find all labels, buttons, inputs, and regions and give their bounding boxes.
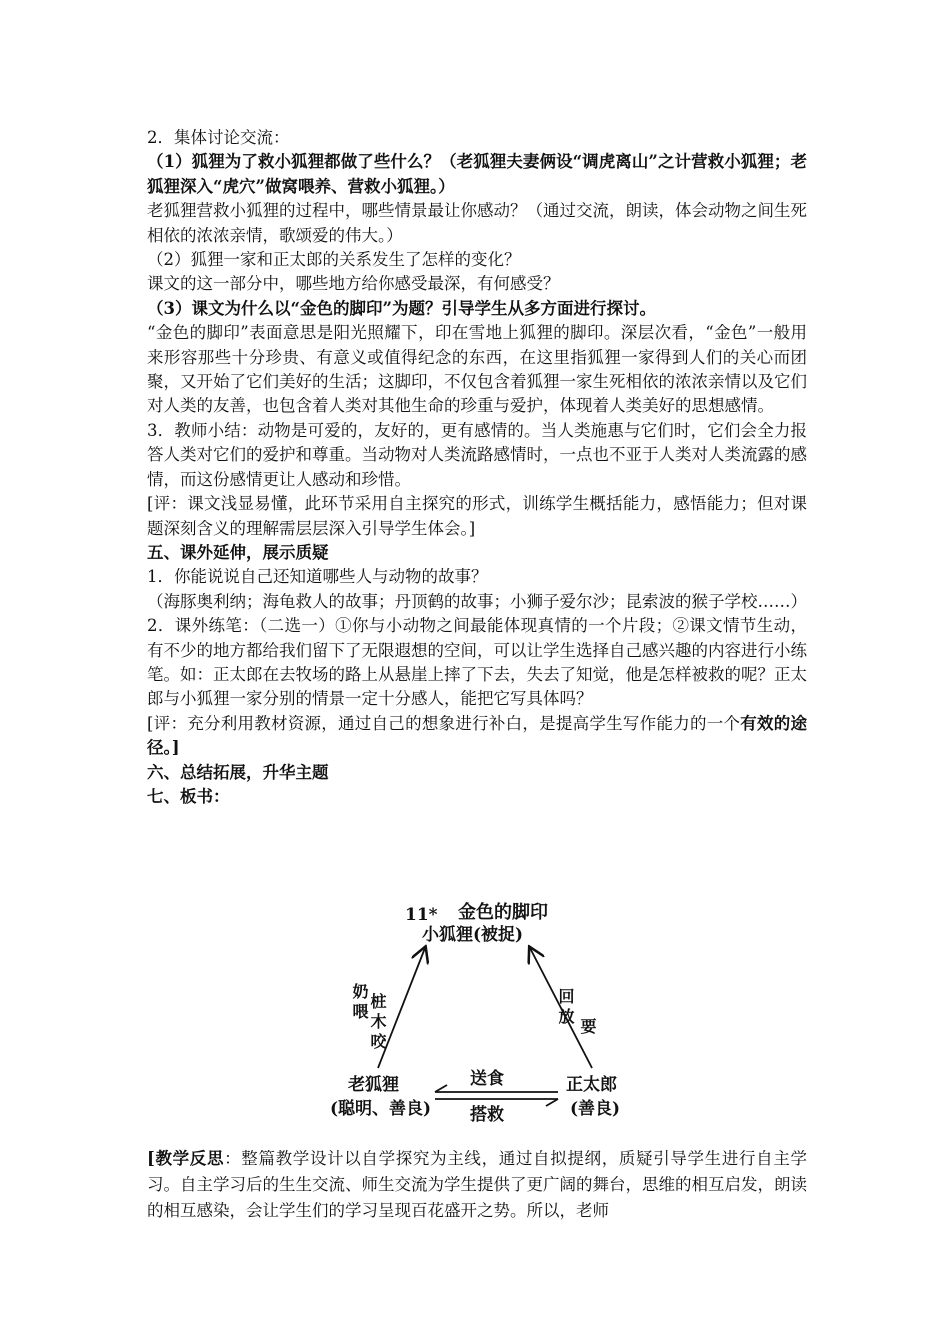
paragraph: （海豚奥利纳；海龟救人的故事；丹顶鹤的故事；小狮子爱尔沙；昆索波的猴子学校……） [147, 591, 807, 611]
comment [147, 712, 807, 761]
board-title-number: 11* [405, 905, 438, 925]
reflection-text: ：整篇教学设计以自学探究为主线，通过自拟提纲，质疑引导学生进行自主学习。自主学习后的生生交流、师生交流为学生提供了更广阔的舞台，思维的相互启发，朗读的相互感染，会让学生们的学习呈现百花盛开之势。所以，老师 [147, 1149, 807, 1220]
document-body [147, 126, 807, 809]
right-label-col2: 要 [578, 1018, 597, 1038]
right-node: 正太郎 [566, 1075, 617, 1095]
middle-arrow-head-left [435, 1085, 447, 1092]
question-3: （3）课文为什么以“金色的脚印”为题？引导学生从多方面进行探讨。 [147, 298, 656, 318]
item-2: 2．课外练笔：（二选一）①你与小动物之间最能体现真情的一个片段；②课文情节生动，有不少的地方都给我们留下了无限遐想的空间，可以让学生选择自己感兴趣的内容进行小练笔。如：正太郎在去牧场的路上从悬崖上摔了下去，失去了知觉，他是怎样被救的呢？正太郎与小狐狸一家分别的情景一定十分感人，能把它写具体吗？ [147, 616, 807, 709]
blackboard-diagram [330, 893, 630, 1133]
teaching-reflection [147, 1146, 807, 1224]
paragraph: 课文的这一部分中，哪些地方给你感受最深，有何感受？ [147, 274, 560, 294]
left-label-col2: 桩木咬 [368, 993, 387, 1053]
arrow-label-top: 送食 [470, 1069, 504, 1089]
right-label-col1: 回放 [556, 988, 575, 1028]
left-node: 老狐狸 [348, 1075, 399, 1095]
question-2: （2）狐狸一家和正太郎的关系发生了怎样的变化？ [147, 250, 521, 270]
section-5-heading: 五、课外延伸，展示质疑 [147, 542, 329, 562]
right-node-sub: (善良) [570, 1099, 621, 1119]
comment: [评：课文浅显易懂，此环节采用自主探究的形式，训练学生概括能力，感悟能力；但对课题深刻含义的理解需层层深入引导学生体会。] [147, 494, 807, 538]
section-6-heading: 六、总结拓展，升华主题 [147, 762, 329, 782]
section-7-heading: 七、板书： [147, 786, 230, 806]
item-1: 1．你能说说自己还知道哪些人与动物的故事？ [147, 567, 488, 587]
paragraph: “金色的脚印”表面意思是阳光照耀下，印在雪地上狐狸的脚印。深层次看，“金色”一般用来形容那些十分珍贵、有意义或值得纪念的东西，在这里指狐狸一家得到人们的关心而团聚，又开始了它们美好的生活；这脚印，不仅包含着狐狸一家生死相依的浓浓亲情以及它们对人类的友善，也包含着人类对其他生命的珍重与爱护，体现着人类美好的思想感情。 [147, 323, 807, 416]
top-node: 小狐狸(被捉) [422, 925, 524, 945]
left-label-col1: 奶喂 [350, 983, 369, 1023]
question-1: （1）狐狸为了救小狐狸都做了些什么？（老狐狸夫妻俩设“调虎离山”之计营救小狐狸；老狐狸深入“虎穴”做窝喂养、营救小狐狸。） [147, 152, 807, 196]
comment-text: [评：充分利用教材资源，通过自己的想象进行补白，是提高学生写作能力的一个 [147, 713, 741, 733]
section-heading: 2．集体讨论交流： [147, 128, 290, 147]
paragraph: 老狐狸营救小狐狸的过程中，哪些情景最让你感动？（通过交流，朗读，体会动物之间生死相依的浓浓亲情，歌颂爱的伟大。） [147, 201, 807, 245]
teacher-summary: 3．教师小结：动物是可爱的，友好的，更有感情的。当人类施惠与它们时，它们会全力报答人类对它们的爱护和尊重。当动物对人类流路感情时，一点也不亚于人类对人类流露的感情，而这份感情更让人感动和珍惜。 [147, 420, 807, 489]
board-title: 金色的脚印 [458, 902, 548, 923]
arrow-label-bottom: 搭救 [470, 1105, 504, 1125]
middle-arrow-head-right [546, 1099, 558, 1106]
left-node-sub: (聪明、善良) [330, 1099, 432, 1119]
comment-text-bold: 有效的途径。] [147, 713, 808, 758]
reflection-label: [教学反思 [147, 1149, 225, 1168]
